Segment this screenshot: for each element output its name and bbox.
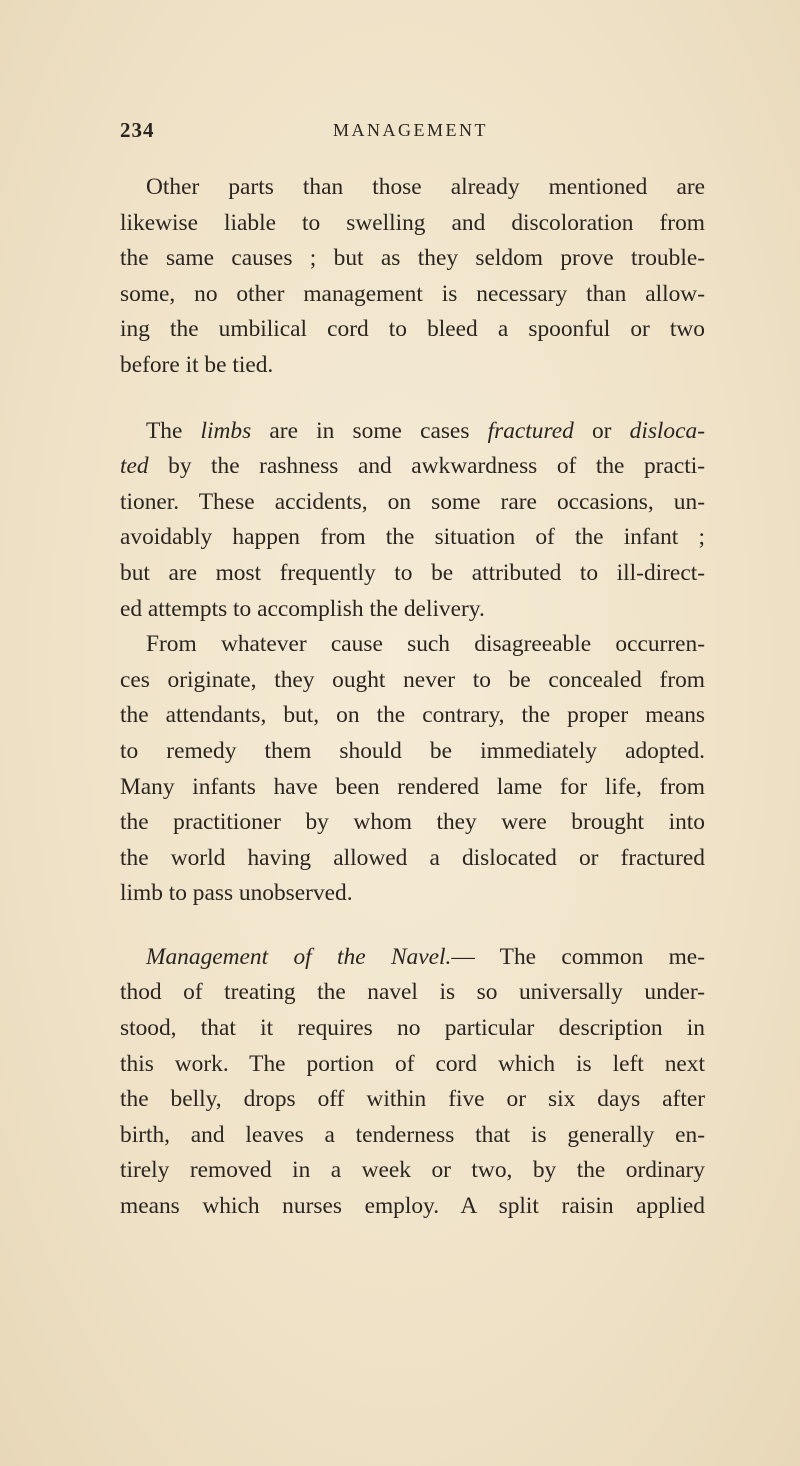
text-run: or: [573, 417, 630, 444]
text-line: the same causes ; but as they seldom prove trouble-: [120, 245, 705, 272]
text-line: stood, that it requires no particular description in: [120, 1015, 705, 1042]
italic-term-ted: ted: [120, 453, 149, 480]
text-line: avoidably happen from the situation of the infant ;: [120, 524, 705, 551]
text-line: the belly, drops off within five or six days after: [120, 1086, 705, 1113]
running-head: MANAGEMENT: [333, 120, 488, 140]
section-heading-navel: Management of the Navel.: [146, 943, 452, 970]
text-line: the world having allowed a dislocated or fractured: [120, 844, 705, 871]
text-line: the practitioner by whom they were brought into: [120, 809, 705, 836]
text-line: Other parts than those already mentioned are: [146, 174, 705, 200]
paragraph-gap: [120, 384, 705, 414]
text-line: tirely removed in a week or two, by the ordinary: [120, 1157, 705, 1184]
paragraph: [120, 627, 705, 912]
text-line: [120, 940, 705, 976]
text-run: are in some cases: [251, 417, 488, 444]
text-line: this work. The portion of cord which is left next: [120, 1050, 705, 1077]
text-line: ing the umbilical cord to bleed a spoonful or two: [120, 316, 705, 343]
text-line: some, no other management is necessary than allow-: [120, 280, 705, 307]
body-text: [120, 170, 705, 1225]
em-dash: —: [451, 943, 475, 970]
page-header: [120, 118, 705, 148]
italic-term-dislocated: disloca-: [629, 417, 705, 444]
text-line: likewise liable to swelling and discoloration from: [120, 209, 705, 236]
text-line: to remedy them should be immediately adopted.: [120, 737, 705, 764]
text-line: ed attempts to accomplish the delivery.: [120, 595, 485, 622]
text-line: means which nurses employ. A split raisin applied: [120, 1193, 705, 1220]
paragraph: [120, 170, 705, 384]
text-line: thod of treating the navel is so universally under-: [120, 979, 705, 1006]
text-line: the attendants, but, on the contrary, the proper means: [120, 702, 705, 729]
text-line: From whatever cause such disagreeable occurren-: [146, 631, 705, 658]
text-run: The common me-: [474, 943, 705, 970]
text-line: before it be tied.: [120, 351, 274, 378]
text-line: Many infants have been rendered lame for life, from: [120, 773, 705, 800]
paragraph: [120, 940, 705, 1225]
text-line: ces originate, they ought never to be concealed from: [120, 666, 705, 693]
paragraph-gap: [120, 912, 705, 940]
text-line: limb to pass unobserved.: [120, 880, 353, 907]
text-run: The: [146, 417, 201, 444]
text-line: [120, 449, 705, 485]
italic-term-fractured: fractured: [487, 417, 574, 444]
text-line: but are most frequently to be attributed to ill-direct-: [120, 559, 705, 586]
italic-term-limbs: limbs: [200, 417, 252, 444]
paragraph: [120, 414, 705, 628]
text-run: by the rashness and awkwardness of the practi-: [148, 453, 705, 480]
text-line: birth, and leaves a tenderness that is generally en-: [120, 1121, 705, 1148]
page-number: 234: [120, 118, 155, 142]
text-line: [120, 414, 705, 450]
text-line: tioner. These accidents, on some rare occasions, un-: [120, 488, 705, 515]
